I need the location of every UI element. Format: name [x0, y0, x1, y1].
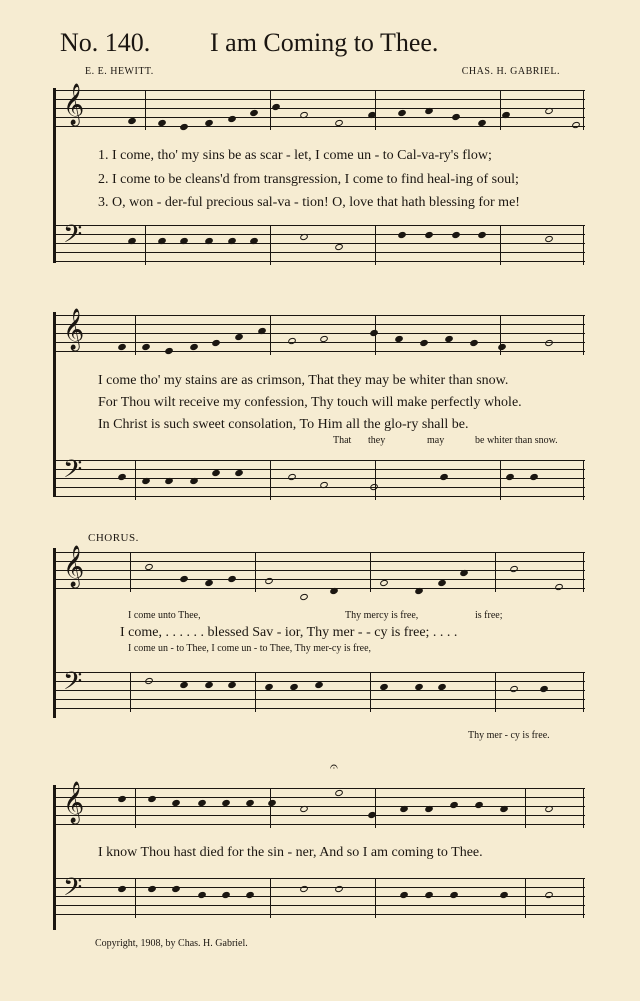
staff-line: [55, 225, 585, 226]
note-head: [414, 587, 424, 595]
bar-line: [500, 225, 501, 265]
bar-line: [495, 672, 496, 712]
chorus-line-2: I come, . . . . . . blessed Sav - ior, Thy mer - - cy is free; . . . .: [120, 625, 458, 640]
bar-line: [583, 672, 584, 712]
fermata-icon: 𝄐: [330, 760, 338, 775]
treble-clef-icon: 𝄞: [63, 84, 85, 124]
title-row: [60, 28, 600, 64]
verse-2-line-1: 2. I come to be cleans'd from transgression, I come to find heal-ing of soul;: [98, 172, 519, 187]
bar-line: [500, 460, 501, 500]
bar-line: [135, 460, 136, 500]
staff-line: [55, 699, 585, 700]
bass-echo-they: they: [368, 435, 386, 446]
staff-line: [55, 108, 585, 109]
chorus-line-1b: Thy mercy is free,: [345, 610, 419, 621]
chorus-bass-echo: Thy mer - cy is free.: [468, 730, 550, 741]
bass-clef-icon: 𝄢: [63, 456, 83, 489]
verse-3-line-1: 3. O, won - der-ful precious sal-va - tion! O, love that hath blessing for me!: [98, 195, 520, 210]
bar-line: [270, 315, 271, 355]
treble-clef-icon: 𝄞: [63, 309, 85, 349]
staff-line: [55, 552, 585, 553]
bar-line: [375, 878, 376, 918]
bass-clef-icon: 𝄢: [63, 221, 83, 254]
bar-line: [495, 552, 496, 592]
bar-line: [270, 460, 271, 500]
final-line: I know Thou hast died for the sin - ner, And so I am coming to Thee.: [98, 845, 483, 860]
bass-echo-may: may: [427, 435, 445, 446]
bar-line: [135, 315, 136, 355]
system-2-bass-staff: [55, 456, 585, 500]
system-3-bass-staff: [55, 668, 585, 712]
staff-line: [55, 690, 585, 691]
bar-line: [255, 672, 256, 712]
treble-clef-icon: 𝄞: [63, 546, 85, 586]
refrain-line-3: In Christ is such sweet consolation, To Him all the glo-ry shall be.: [98, 417, 469, 432]
bar-line: [270, 788, 271, 828]
bar-line: [375, 225, 376, 265]
bar-line: [370, 552, 371, 592]
staff-line: [55, 570, 585, 571]
bar-line: [525, 788, 526, 828]
note-head: [299, 593, 309, 601]
author-credit: E. E. HEWITT.: [85, 66, 154, 77]
bar-line: [270, 878, 271, 918]
bar-line: [270, 225, 271, 265]
copyright-notice: Copyright, 1908, by Chas. H. Gabriel.: [95, 938, 248, 949]
chorus-label: CHORUS.: [88, 532, 139, 544]
bar-line: [135, 878, 136, 918]
bass-clef-icon: 𝄢: [63, 874, 83, 907]
bar-line: [130, 672, 131, 712]
chorus-line-3: I come un - to Thee, I come un - to Thee, Thy mer-cy is free,: [128, 643, 372, 654]
bar-line: [145, 90, 146, 130]
staff-line: [55, 588, 585, 589]
bar-line: [583, 90, 584, 130]
system-1-bass-staff: [55, 221, 585, 265]
bar-line: [135, 788, 136, 828]
bar-line: [370, 672, 371, 712]
staff-line: [55, 252, 585, 253]
staff-line: [55, 561, 585, 562]
staff-line: [55, 708, 585, 709]
hymn-title: I am Coming to Thee.: [210, 28, 439, 57]
system-4-bass-staff: [55, 874, 585, 918]
system-1-treble-staff: [55, 84, 585, 130]
staff-line: [55, 90, 585, 91]
bass-echo-that: That: [333, 435, 352, 446]
bar-line: [500, 90, 501, 130]
treble-clef-icon: 𝄞: [63, 782, 85, 822]
note-head: [329, 587, 339, 595]
bar-line: [375, 90, 376, 130]
bar-line: [255, 552, 256, 592]
bar-line: [145, 225, 146, 265]
staff-line: [55, 99, 585, 100]
bar-line: [375, 460, 376, 500]
bass-clef-icon: 𝄢: [63, 668, 83, 701]
chorus-line-1c: is free;: [475, 610, 503, 621]
bar-line: [583, 878, 584, 918]
hymn-number: No. 140.: [60, 28, 151, 57]
bar-line: [130, 552, 131, 592]
bar-line: [583, 460, 584, 500]
staff-line: [55, 243, 585, 244]
staff-line: [55, 579, 585, 580]
staff-line: [55, 126, 585, 127]
composer-credit: CHAS. H. GABRIEL.: [461, 66, 560, 77]
refrain-line-2: For Thou wilt receive my confession, Thy touch will make perfectly whole.: [98, 395, 522, 410]
system-2-treble-staff: [55, 309, 585, 355]
verse-1-line-1: 1. I come, tho' my sins be as scar - let, I come un - to Cal-va-ry's flow;: [98, 148, 492, 163]
staff-line: [55, 261, 585, 262]
staff-line: [55, 672, 585, 673]
system-3-treble-staff: [55, 546, 585, 592]
bar-line: [375, 788, 376, 828]
bass-echo-be: be whiter than snow.: [475, 435, 558, 446]
bar-line: [583, 315, 584, 355]
refrain-line-1: I come tho' my stains are as crimson, That they may be whiter than snow.: [98, 373, 509, 388]
bar-line: [525, 878, 526, 918]
bar-line: [583, 552, 584, 592]
bar-line: [583, 225, 584, 265]
staff-line: [55, 234, 585, 235]
chorus-line-1a: I come unto Thee,: [128, 610, 201, 621]
bar-line: [583, 788, 584, 828]
bar-line: [270, 90, 271, 130]
